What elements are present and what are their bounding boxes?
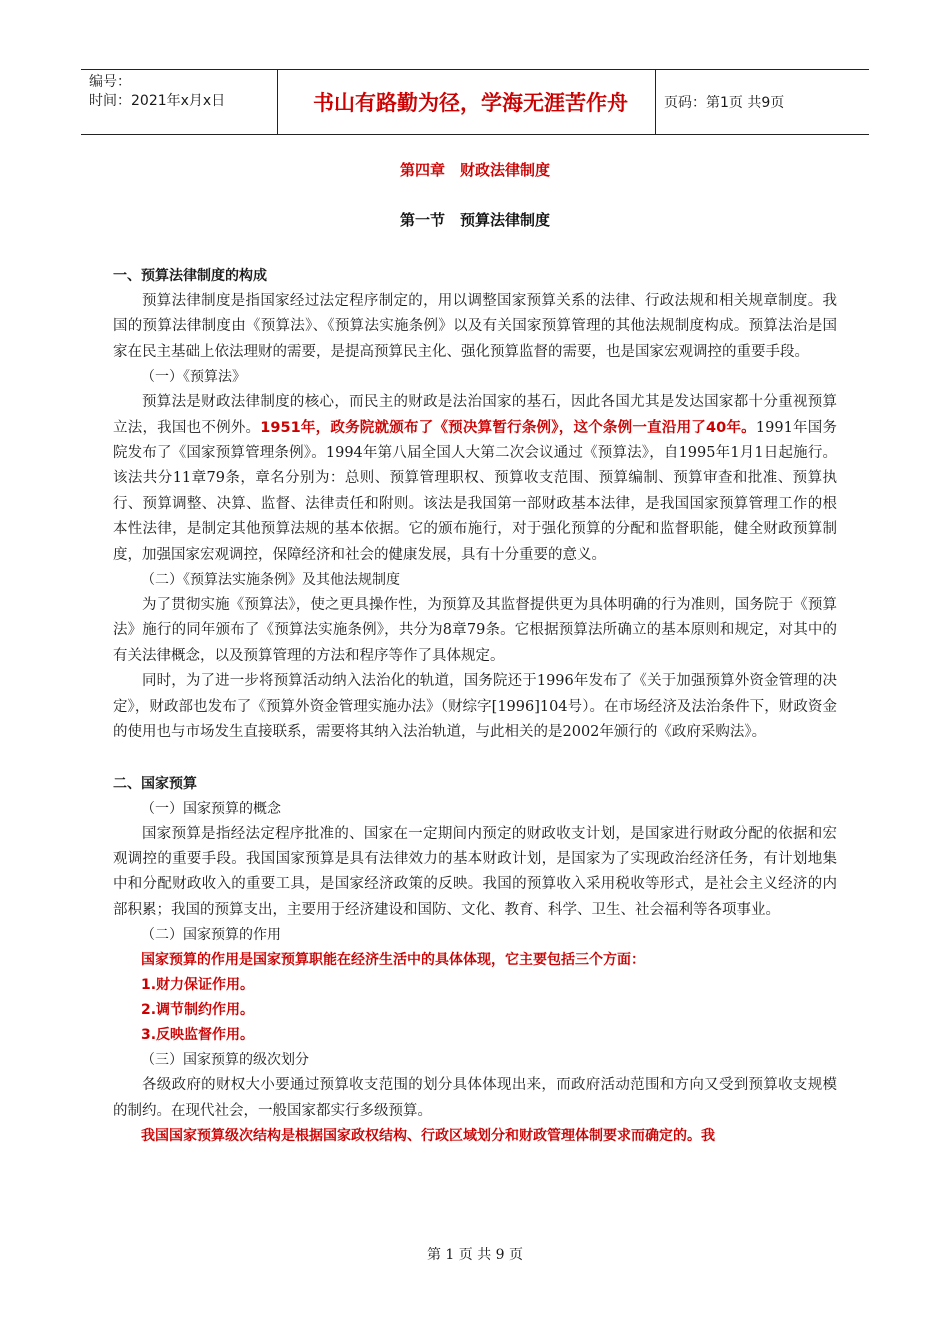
part1-heading: 一、预算法律制度的构成 xyxy=(113,268,267,284)
part2-sub1-paragraph: 国家预算是指经法定程序批准的、国家在一定期间内预定的财政收支计划，是国家进行财政分配的依据和宏观调控的重要手段。我国国家预算是具有法律效力的基本财政计划，是国家为了实现政治经济任务，有计划地集中和分配财政收入的重要工具，是国家经济政策的反映。我国的预算收入采用税收等形式，是社会主义经济的内部积累；我国的预算支出，主要用于经济建设和国防、文化、教育、科学、卫生、社会福利等各项事业。 xyxy=(113,825,837,918)
list-item: 1.财力保证作用。 xyxy=(141,977,255,994)
part1-sub2-paragraph-1: 为了贯彻实施《预算法》，使之更具操作性，为预算及其监督提供更为具体明确的行为准则，国务院于《预算法》施行的同年颁布了《预算法实施条例》，共分为8章79条。它根据预算法所确立的基本原则和规定，对其中的有关法律概念，以及预算管理的方法和程序等作了具体规定。 xyxy=(113,597,837,664)
part2-sub3-title: （三）国家预算的级次划分 xyxy=(141,1052,309,1069)
part2-sub3-highlight: 我国国家预算级次结构是根据国家政权结构、行政区域划分和财政管理体制要求而确定的。我 xyxy=(141,1127,715,1144)
part2-sub2-lead: 国家预算的作用是国家预算职能在经济生活中的具体体现，它主要包括三个方面： xyxy=(141,952,645,969)
part1-sub1-text-a: 预算法是财政法律制度的核心，而民主的财政是法治国家的基石，因此各国尤其是发达国家都十分重视预算立法，我国也不例外。 xyxy=(113,394,837,436)
part1-sub1-text-b: 1991年国务院发布了《国家预算管理条例》。1994年第八届全国人大第二次会议通过《预算法》，自1995年1月1日起施行。该法共分11章79条，章名分别为：总则、预算管理职权、预算收支范围、预算编制、预算审查和批准、预算执行、预算调整、决算、监督、法律责任和附则。该法是我国第一部财政基本法律，是我国国家预算管理工作的根本性法律，是制定其他预算法规的基本依据。它的颁布施行，对于强化预算的分配和监督职能，健全财政预算制度，加强国家宏观调控，保障经济和社会的健康发展，具有十分重要的意义。 xyxy=(113,419,837,563)
part1-sub2-title: （二）《预算法实施条例》及其他法规制度 xyxy=(141,572,400,589)
part2-heading: 二、国家预算 xyxy=(113,775,197,792)
page-info: 页码：第1页 共9页 xyxy=(664,95,785,111)
part1-sub1-paragraph xyxy=(113,390,837,568)
date-label: 时间：2021年x月x日 xyxy=(89,93,226,109)
list-item: 3.反映监督作用。 xyxy=(141,1027,255,1044)
header-table xyxy=(81,69,869,135)
part1-intro: 预算法律制度是指国家经过法定程序制定的，用以调整国家预算关系的法律、行政法规和相关规章制度。我国的预算法律制度由《预算法》、《预算法实施条例》以及有关国家预算管理的其他法规制度构成。预算法治是国家在民主基础上依法理财的需要，是提高预算民主化、强化预算监督的需要，也是国家宏观调控的重要手段。 xyxy=(113,293,837,360)
part2-sub1-title: （一）国家预算的概念 xyxy=(141,800,281,817)
list-item: 2.调节制约作用。 xyxy=(141,1002,255,1019)
header-left-cell xyxy=(81,70,278,134)
motto: 书山有路勤为径，学海无涯苦作舟 xyxy=(278,70,656,134)
document-body xyxy=(113,156,837,1149)
part2-sub2-title: （二）国家预算的作用 xyxy=(141,927,281,944)
part1-sub1-highlight: 1951年，政务院就颁布了《预决算暂行条例》，这个条例一直沿用了40年。 xyxy=(260,419,756,436)
page-footer: 第 1 页 共 9 页 xyxy=(426,1247,524,1263)
section-title: 第一节 预算法律制度 xyxy=(399,211,550,229)
part2-sub3-paragraph: 各级政府的财权大小要通过预算收支范围的划分具体体现出来，而政府活动范围和方向又受到预算收支规模的制约。在现代社会，一般国家都实行多级预算。 xyxy=(113,1077,837,1119)
chapter-title: 第四章 财政法律制度 xyxy=(399,161,550,179)
part1-sub1-title: （一）《预算法》 xyxy=(141,369,246,386)
part1-sub2-paragraph-2: 同时，为了进一步将预算活动纳入法治化的轨道，国务院还于1996年发布了《关于加强预算外资金管理的决定》，财政部也发布了《预算外资金管理实施办法》（财综字[1996]104号）。在市场经济及法治条件下，财政资金的使用也与市场发生直接联系，需要将其纳入法治轨道，与此相关的是2002年颁行的《政府采购法》。 xyxy=(113,673,837,741)
code-label: 编号： xyxy=(89,74,131,90)
